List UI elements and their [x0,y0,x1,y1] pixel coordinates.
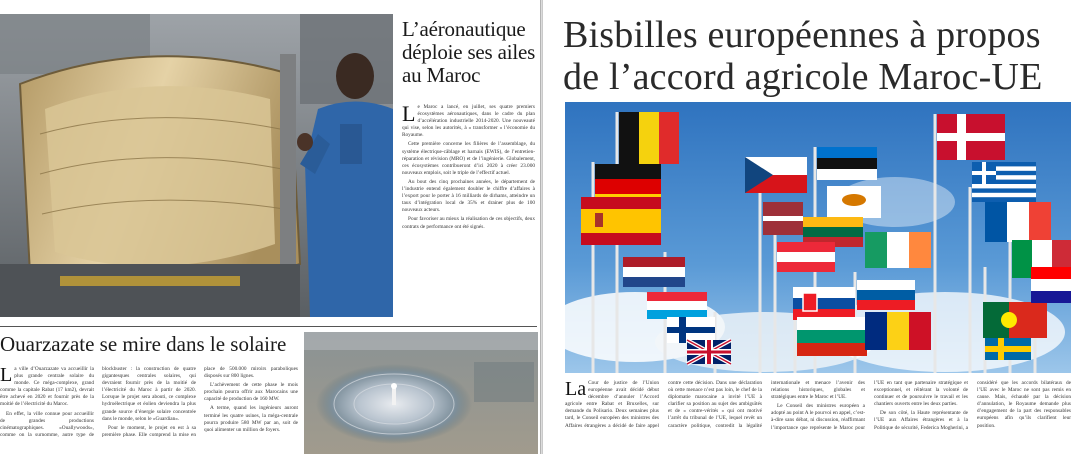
solar-headline: Ouarzazate se mire dans le solaire [0,332,287,356]
eu-morocco-headline: Bisbilles européennes à propos de l’accord agricole Maroc-UE [563,14,1043,98]
aeronautics-paragraph-1: e Maroc a lancé, en juillet, ses quatre premiers écosystèmes aéronautiques, dans le cadre du plan d’accélération industrielle 2014-2020. Une nouveauté qui vise, selon les autorités, à « transformer » l’économie du Royaume. [402,104,535,139]
eu-morocco-dropcap: La [565,380,587,400]
eu-morocco-paragraph-3: De son côté, la Haute représentante de l’UE aux Affaires étrangères et à la Politique de sécurité, Federica Mogherini, a considéré que les accords bilatéraux de l’UE avec le Maroc ne sont pas remis en cause. Mais, échaudé par la décision d’annulation, le Royaume demande plus d’engagement de la part des responsables européens afin qu’ils clarifient leur position. [874,380,1071,431]
solar-dropcap: L [0,366,13,386]
solar-paragraph-4: L’achèvement de cette phase le mois prochain pourra offrir aux Marocains une capacité de production de 160 MW. [204,382,298,403]
aeronautics-paragraph-2: Cette première concerne les filières de l’assemblage, du système électrique-câblage et harnais (EWIS), de l’entretien-réparation et révision (MRO) et de l’ingénierie. Globalement, ces écosystèmes contribueront d’ici 2020 à créer 23.000 nouveaux emplois, soit le triple de l’effectif actuel. [402,141,535,176]
solar-paragraph-3: Pour le moment, le projet en est à sa première phase. Elle comprend la mise en place de 500.000 miroirs paraboliques disposés sur 800 lignes. [102,366,298,438]
european-flags-photo [565,102,1071,373]
aeronautics-paragraph-3: Au bout des cinq prochaines années, le département de l’industrie entend également doubler le chiffre d’affaires à l’export pour le porter à 16 milliards de dirhams, atteindre un taux d’intégration local de 35% et drainer plus de 100 nouveaux acteurs. [402,178,535,214]
aeronautics-dropcap: L [402,101,416,126]
section-divider [0,326,537,327]
right-page [543,0,1071,454]
eu-morocco-article-body [565,380,1071,454]
solar-article-body [0,366,298,454]
aeronautics-headline: L’aéronautique déploie ses ailes au Maroc [402,17,536,87]
aeronautics-article-body [402,101,535,233]
solar-paragraph-1: a ville d’Ouarzazate va accueillir la plus grande centrale solaire du monde. Ce méga-complexe, grand comme la capitale Rabat (17 km2), devrait être achevé en 2020 et fournir près de la moitié de l’électricité du Maroc. [0,366,94,408]
solar-plant-aerial-photo [304,332,538,454]
solar-paragraph-2: En effet, la ville connue pour accueillir de grandes productions cinématographiques. «Ouallywoods», comme on la surnomme, autre type de blockbuster : la construction de quatre gigantesques centrales solaires, qui devraient fournir près de la moitié de l’électricité du Maroc à partir de 2020. Lorsque le projet sera abouti, ce complexe hydroélectrique et éolien deviendra la plus grande source d’énergie solaire concentrée dans le monde, selon le «Guardian». [0,366,196,438]
aeronautics-paragraph-4: Pour favoriser au mieux la réalisation de ces objectifs, deux contrats de performance ont été signés. [402,216,535,230]
aeronautics-worker-photo [0,14,393,317]
eu-morocco-paragraph-2: Le Conseil des ministres européen a adopté au point A le pourvoi en appel, c’est-à-dire sans débat, ni discussion, réaffirmant l’importance que représente le Maroc pour l’UE en tant que partenaire stratégique et exceptionnel, et réitérant la volonté de continuer et de poursuivre le travail et les chantiers ouverts entre les deux parties. [771,380,968,431]
solar-paragraph-5: A terme, quand les ingénieurs auront terminé les quatre usines, la méga-centrale pourra produire 580 MW par an, soit de quoi alimenter un million de foyers. [204,405,298,433]
eu-morocco-paragraph-1: Cour de justice de l’Union européenne avait décidé début décembre d’annuler l’Accord agricole entre Rabat et Bruxelles, sur demande du Polisario. Deux semaines plus tard, le Conseil européen des ministres des Affaires étrangères a décidé de faire appel contre cette décision. Dans une déclaration où cette menace n’est pas loin, le chef de la diplomatie marocaine a invité l’UE à clarifier sa position au sujet des ambiguïtés et de « contre-vérités » qui ont motivé l’arrêt du tribunal de l’UE, lequel revêt un caractère politique, contredit la légalité internationale et menace l’avenir des relations historiques, globales et stratégiques entre le Maroc et l’UE. [565,380,865,429]
